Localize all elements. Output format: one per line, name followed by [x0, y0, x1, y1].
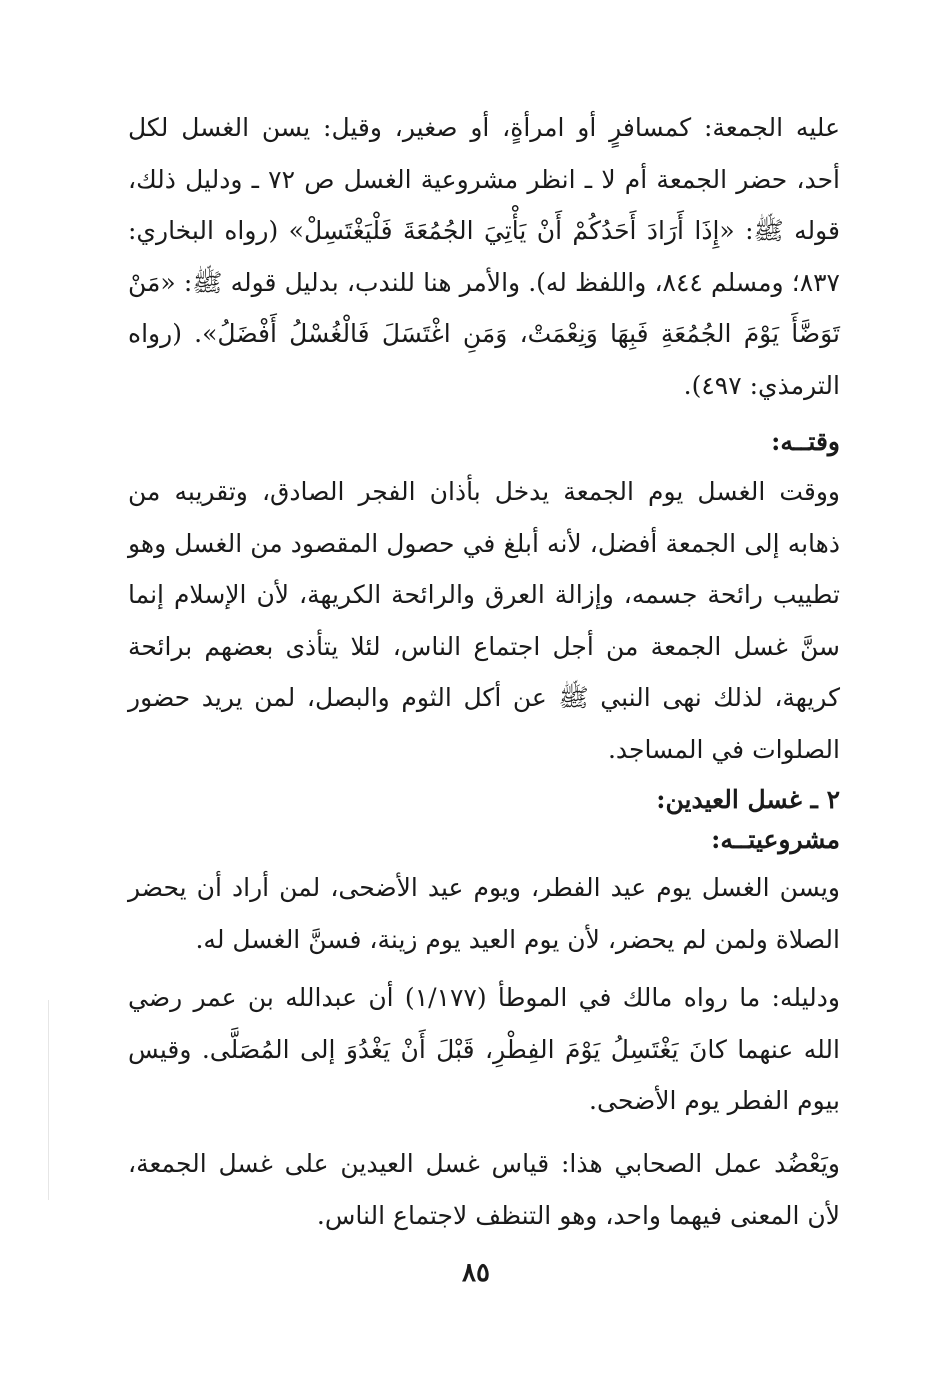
paragraph-friday-ghusl-evidence: عليه الجمعة: كمسافرٍ أو امرأةٍ، أو صغير، وقيل: يسن الغسل لكل أحد، حضر الجمعة أم لا ـ انظر مشروعية الغسل ص ٧٢ ـ ودليل ذلك، قوله ﷺ: «إِذَا أَرَادَ أَحَدُكُمْ أَنْ يَأْتِيَ الجُمُعَةَ فَلْيَغْتَسِلْ» (رواه البخاري: ٨٣٧؛ ومسلم ٨٤٤، واللفظ له). والأمر هنا للندب، بدليل قوله ﷺ: «مَنْ تَوَضَّأَ يَوْمَ الجُمُعَةِ فَبِهَا وَنِعْمَتْ، وَمَنِ اغْتَسَلَ فَالْغُسْلُ أَفْضَلُ». (رواه الترمذي: ٤٩٧). [128, 113, 840, 400]
heading-eid-ghusl: ٢ ـ غسل العيدين: [656, 785, 840, 814]
heading-its-legitimacy: مشروعيتــه: [711, 825, 840, 854]
paragraph-eid-ghusl-evidence: ودليله: ما رواه مالك في الموطأ (١/١٧٧) أن عبدالله بن عمر رضي الله عنهما كانَ يَغْتَسِلُ يَوْمَ الفِطْرِ، قَبْلَ أَنْ يَغْدُوَ إلى المُصَلَّى. وقيس بيوم الفطر يوم الأضحى. [128, 983, 840, 1115]
paragraph-analogy: ويَعْضُد عمل الصحابي هذا: قياس غسل العيدين على غسل الجمعة، لأن المعنى فيهما واحد، وهو التنظف لاجتماع الناس. [128, 1149, 840, 1230]
scan-edge-line [48, 1000, 49, 1200]
page-number: ٨٥ [462, 1258, 490, 1288]
paragraph-ghusl-time: ووقت الغسل يوم الجمعة يدخل بأذان الفجر الصادق، وتقريبه من ذهابه إلى الجمعة أفضل، لأنه أبلغ في حصول المقصود من الغسل وهو تطييب رائحة جسمه، وإزالة العرق والرائحة الكريهة، لأن الإسلام إنما سنَّ غسل الجمعة من أجل اجتماع الناس، لئلا يتأذى بعضهم برائحة كريهة، لذلك نهى النبي ﷺ عن أكل الثوم والبصل، لمن يريد حضور الصلوات في المساجد. [128, 477, 840, 764]
heading-its-time: وقتــه: [771, 427, 840, 456]
paragraph-eid-ghusl-sunnah: ويسن الغسل يوم عيد الفطر، ويوم عيد الأضحى، لمن أراد أن يحضر الصلاة ولمن لم يحضر، لأن يوم العيد يوم زينة، فسنَّ الغسل له. [128, 873, 840, 954]
